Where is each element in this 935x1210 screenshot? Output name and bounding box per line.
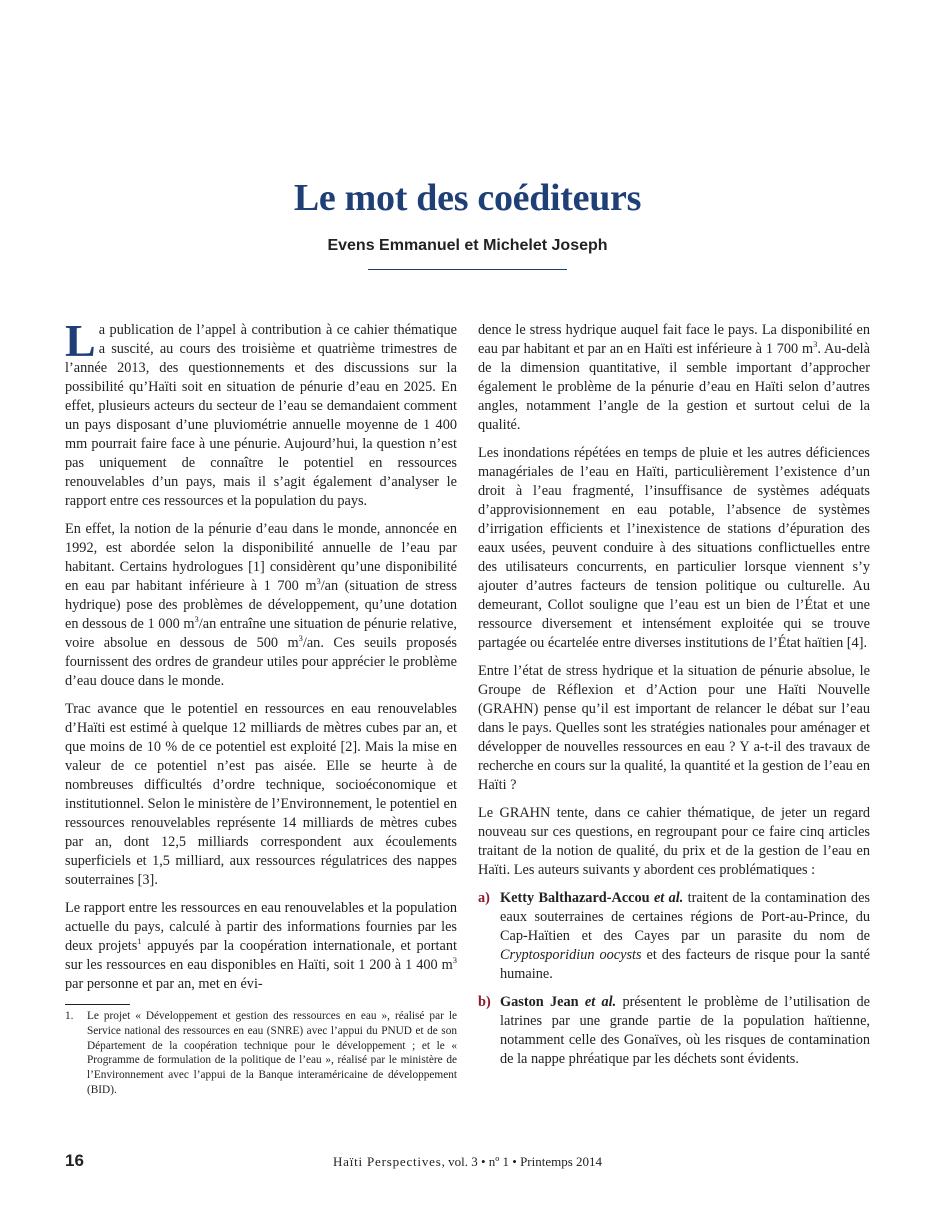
article-authors: Evens Emmanuel et Michelet Joseph	[327, 237, 608, 254]
footnote	[65, 1009, 457, 1098]
list-item: b) Gaston Jean et al. présentent le problème de l’utilisation de latrines par une grande partie de la population haïtienne, notamment celle des Gonaïves, où les risques de contamination de la nappe phréatique par les déchets sont évidents.	[478, 994, 870, 1067]
paragraph-ratio: Le rapport entre les ressources en eau renouvelables et la population actuelle du pays, calculé à partir des informations fournies par les deux projets$^1$ appuyés par la coopération internationale, et portant sur les ressources en eau disponibles en Haïti, soit 1 200 à 1 400 $m^3$ par personne et par an, met en évi-	[65, 900, 457, 992]
item-italic: Cryptosporidiun oocysts	[500, 947, 642, 963]
superscript: 3	[194, 614, 199, 625]
journal-name: Haïti Perspectives	[332, 1154, 442, 1169]
paragraph-intro: La publication de l’appel à contribution à ce cahier thématique a suscité, au cours des troisième et quatrième trimestres de l’année 2013, des questionnements et des discussions sur la possibilité qu’Haïti soit en situation de pénurie d’eau en 2025. En effet, plusieurs acteurs du secteur de l’eau se demandaient comment un pays disposant d’une pluviométrie annuelle moyenne de 1 400 mm pourrait faire face à une pénurie. Aujourd’hui, la question n’est pas uniquement de connaître le potentiel en ressources renouvelables d’un pays, mais il s’agit également d’analyser le rapport entre ces ressources et la population du pays.	[65, 315, 457, 509]
item-etal: et al.	[653, 890, 684, 906]
right-column	[478, 321, 870, 1078]
list-marker: b)	[478, 994, 491, 1010]
title-divider	[368, 269, 567, 270]
paragraph-floods: Les inondations répétées en temps de pluie et les autres déficiences managériales de l’eau en Haïti, particulièrement l’existence d’un droit à l’eau fragmenté, l’insuffisance de systèmes adéquats d’approvisionnement en eau potable, l’absence de systèmes d’irrigation efficients et l’inexistence de stations d’épuration des eaux usées, peuvent conduire à des situations conflictuelles entre des utilisateurs concurrents, en particulier lorsque viennent s’y ajouter d’autres facteurs de tension politique ou culturelle. Au demeurant, Collot souligne que l’eau est un bien de l’État et une ressource diversement et intensément exploitée qui se trouve partagée ou écartelée entre diverses institutions de l’État haïtien [4].	[478, 445, 870, 651]
superscript: 3	[813, 339, 818, 350]
item-author: Ketty Balthazard-Accou	[500, 890, 650, 906]
superscript: 3	[452, 955, 457, 966]
left-column	[65, 315, 458, 1003]
paragraph-continuation: dence le stress hydrique auquel fait face le pays. La disponibilité en eau par habitant et par an en Haïti est inférieure à 1 700 $m^3$. Au-delà de la dimension quantitative, il semble important d’approcher également le problème de la pénurie d’eau en Haïti selon d’autres angles, notamment l’angle de la gestion et surtout celui de la qualité.	[478, 322, 871, 433]
list-item: a) Ketty Balthazard-Accou et al. traitent de la contamination des eaux souterraines de certaines régions de Port-au-Prince, du Cap-Haïtien et des Cayes par un parasite du nom de Cryptosporidiun oocysts et des facteurs de risque pour la santé humaine.	[478, 890, 870, 982]
footnote-divider	[65, 1004, 130, 1005]
running-footer	[0, 1154, 935, 1170]
superscript: 3	[298, 633, 303, 644]
article-title: Le mot des coéditeurs	[293, 177, 642, 219]
footnote-number: 1.	[65, 1010, 74, 1022]
page-number: 16	[65, 1151, 84, 1170]
paragraph-thematic: Le GRAHN tente, dans ce cahier thématique, de jeter un regard nouveau sur ces questions, en regroupant pour ce faire cinq articles traitant de la notion de qualité, du prix et de la gestion de l’eau en Haïti. Les auteurs suivants y abordent ces problématiques :	[478, 805, 870, 878]
footnote-text: Le projet « Développement et gestion des ressources en eau », réalisé par le Service national des ressources en eau (SNRE) avec l’appui du PNUD et de son Département de la coopération technique pour le développement ; et le « Programme de formulation de la politique de l’eau », réalisé par le ministère de l’Environnement avec l’appui de la Banque interaméricaine de développement (BID).	[87, 1010, 457, 1096]
issue-info: , vol. 3 • nº 1 • Printemps 2014	[441, 1154, 603, 1169]
paragraph-trac: Trac avance que le potentiel en ressources en eau renouvelables d’Haïti est estimé à quelque 12 milliards de mètres cubes par an, et que moins de 10 % de ce potentiel est exploité [2]. Mais la mise en valeur de ce potentiel n’est pas aisée. Elle se heurte à de nombreuses difficultés d’ordre technique, socioéconomique et institutionnel. Selon le ministère de l’Environnement, le potentiel en ressources renouvelables représente 14 milliards de mètres cubes par an, dont 12,5 milliards correspondent aux écoulements superficiels et 1,5 milliard, aux ressources régulatrices des nappes souterraines [3].	[65, 701, 457, 888]
drop-cap: L	[65, 315, 96, 366]
superscript: 3	[316, 576, 321, 587]
item-etal: et al.	[584, 994, 617, 1010]
paragraph-grahn: Entre l’état de stress hydrique et la situation de pénurie absolue, le Groupe de Réflexion et d’Action pour une Haïti Nouvelle (GRAHN) pense qu’il est important de relancer le débat sur l’eau dans le pays. Quelles sont les stratégies nationales pour aménager et développer de nouvelles ressources en eau ? Y a-t-il des travaux de recherche en cours sur la qualité, la quantité et la gestion de l’eau en Haïti ?	[478, 663, 870, 793]
item-author: Gaston Jean	[500, 994, 579, 1010]
paragraph-water-scarcity: En effet, la notion de la pénurie d’eau dans le monde, annoncée en 1992, est abordée selon la disponibilité annuelle de l’eau par habitant. Certains hydrologues [1] considèrent qu’une disponibilité en eau par habitant inférieure à 1 700 $m^3/an$ (situation de stress hydrique) pose des problèmes de développement, qu’une dotation en dessous de 1 000 $m^3/an$ entraîne une situation de pénurie relative, voire absolue en dessous de 500 $m^3/an$. Ces seuils proposés fournissent des ordres de grandeur utiles pour apprécier le problème d’eau douce dans le monde.	[65, 521, 458, 689]
list-marker: a)	[478, 890, 490, 906]
footnote-ref[interactable]: 1	[137, 936, 142, 947]
